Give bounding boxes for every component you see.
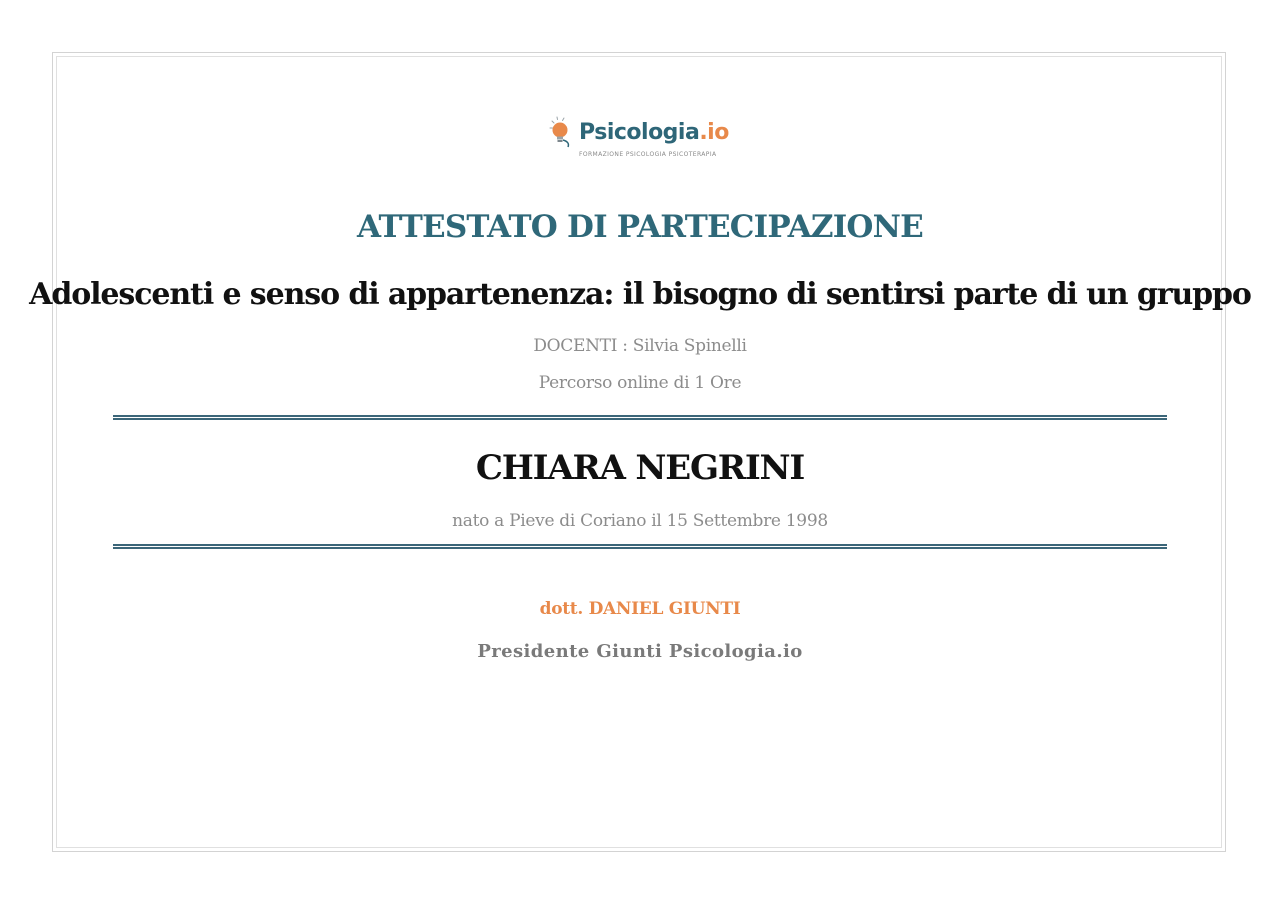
course-teachers: DOCENTI : Silvia Spinelli (533, 336, 747, 356)
brand-main: Psicologia (579, 120, 700, 145)
divider-bottom (113, 544, 1167, 549)
brand-tagline: FORMAZIONE PSICOLOGIA PSICOTERAPIA (579, 151, 717, 158)
recipient-name: CHIARA NEGRINI (475, 448, 805, 488)
signer-name: dott. DANIEL GIUNTI (539, 599, 741, 619)
brand-logo (548, 114, 738, 164)
course-title: Adolescenti e senso di appartenenza: il bisogno di sentirsi parte di un gruppo (29, 277, 1251, 312)
certificate-heading: ATTESTATO DI PARTECIPAZIONE (357, 209, 923, 245)
brand-suffix: .io (699, 120, 729, 145)
recipient-birth-info: nato a Pieve di Coriano il 15 Settembre 1998 (452, 511, 828, 531)
signer-role: Presidente Giunti Psicologia.io (477, 641, 803, 662)
divider-top (113, 415, 1167, 420)
brand-wordmark (579, 118, 729, 148)
lightbulb-icon (548, 116, 576, 150)
course-duration: Percorso online di 1 Ore (538, 373, 742, 393)
